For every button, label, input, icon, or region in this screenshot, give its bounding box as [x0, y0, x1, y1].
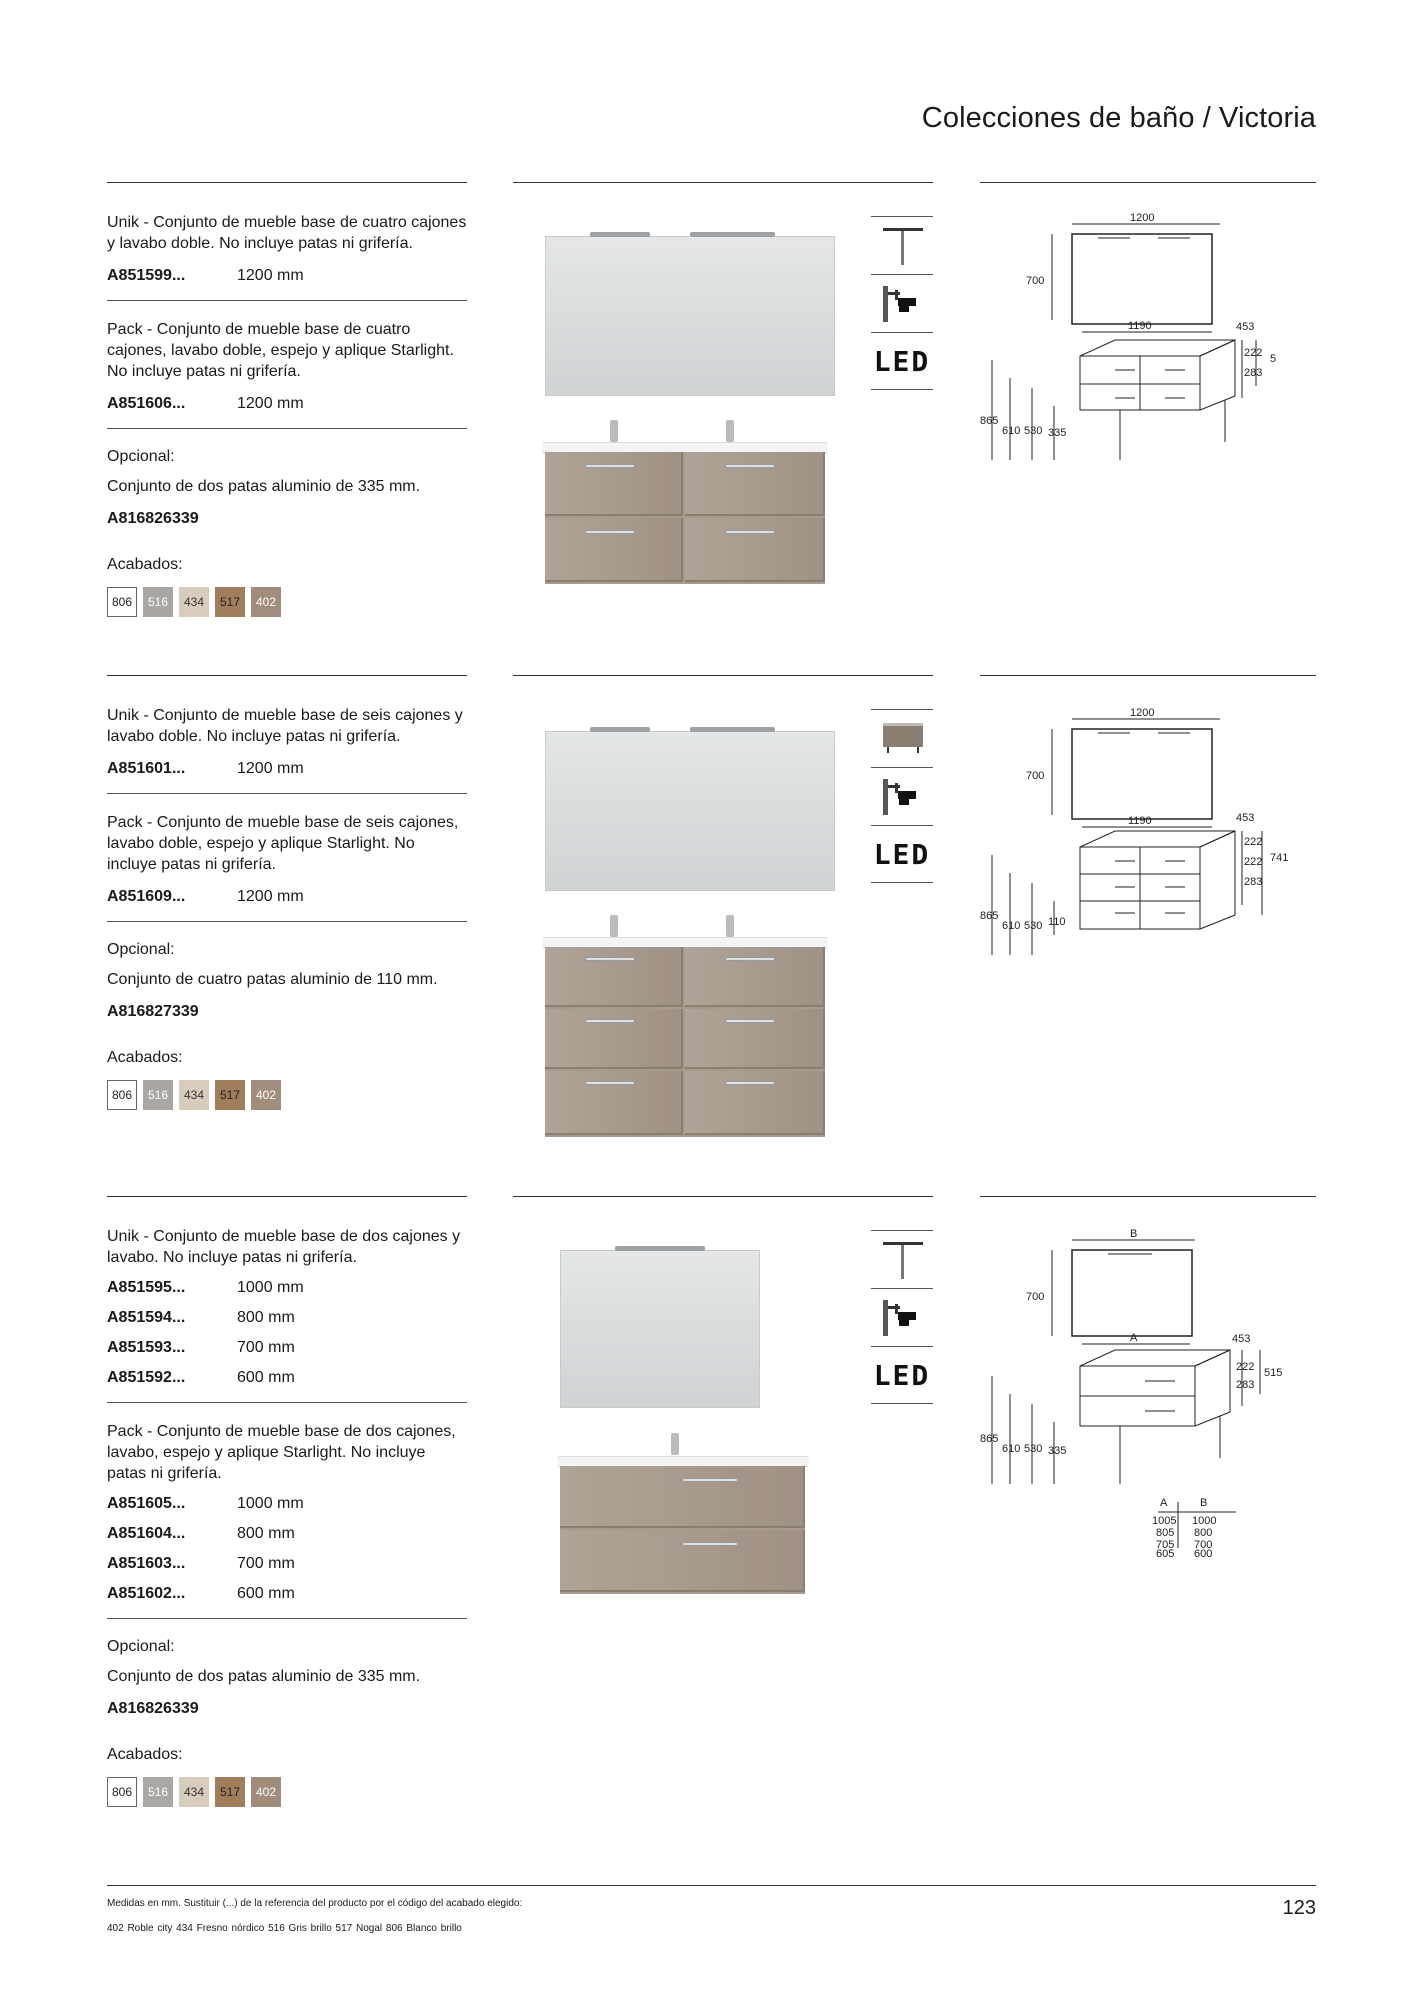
size-table-head-a: A: [1160, 1497, 1168, 1509]
ref-dimension: 700 mm: [237, 1339, 295, 1356]
footer-note: Medidas en mm. Sustituir (...) de la referencia del producto por el código del acabado elegido:: [107, 1898, 523, 1909]
finish-swatch: 402: [251, 587, 281, 617]
dimension-depth: 453: [1236, 321, 1255, 333]
ref-dimension: 1000 mm: [237, 1279, 304, 1296]
handle: [725, 1081, 775, 1085]
feature-icons: [871, 1230, 933, 1404]
drawer: [685, 518, 825, 582]
finishes-label: Acabados:: [107, 556, 183, 573]
ref-dimension: 1200 mm: [237, 267, 304, 284]
drawer: [545, 1009, 683, 1069]
handle: [585, 957, 635, 961]
optional-label: Opcional:: [107, 941, 175, 958]
basin: [543, 442, 827, 452]
handle: [682, 1542, 738, 1546]
dimension-right: 283: [1244, 367, 1263, 379]
led-icon: [871, 332, 933, 390]
feature-icons: [871, 709, 933, 883]
tap-icon: [671, 1433, 679, 1455]
divider: [513, 1196, 933, 1197]
dimension-top-width: 1200: [1130, 707, 1155, 719]
finish-swatch: 806: [107, 587, 137, 617]
tap-icon: [726, 915, 734, 937]
divider: [107, 1196, 467, 1197]
dimension-left: 865: [980, 1433, 999, 1445]
optional-description: Conjunto de dos patas aluminio de 335 mm.: [107, 1668, 421, 1685]
handle: [725, 957, 775, 961]
ref-code: A851604...: [107, 1525, 186, 1542]
ref-dimension: 1200 mm: [237, 888, 304, 905]
basin: [558, 1456, 808, 1466]
optional-label: Opcional:: [107, 1638, 175, 1655]
dimension-right: 5: [1270, 353, 1277, 365]
led-icon: [871, 1346, 933, 1404]
dimension-mirror-height: 700: [1026, 770, 1045, 782]
dimension-base-width: 1190: [1128, 815, 1152, 827]
drawer: [545, 947, 683, 1007]
ref-dimension: 1000 mm: [237, 1495, 304, 1512]
optional-label: Opcional:: [107, 448, 175, 465]
finish-swatch: 402: [251, 1080, 281, 1110]
divider: [980, 675, 1316, 676]
led-label: LED: [873, 1358, 931, 1392]
finish-swatch: 516: [143, 1777, 173, 1807]
dimension-left: 610: [1002, 425, 1021, 437]
product-photo-four-drawers: [540, 230, 840, 590]
ref-dimension: 800 mm: [237, 1525, 295, 1542]
dimension-top-width: 1200: [1130, 212, 1155, 224]
optional-ref: A816827339: [107, 1003, 199, 1020]
dimension-base-width: 1190: [1128, 320, 1152, 332]
ref-row: [107, 1584, 467, 1604]
product-text-2: [107, 687, 467, 1110]
finish-swatches: [107, 1777, 467, 1807]
size-table-cell: 705: [1156, 1539, 1175, 1551]
divider: [107, 675, 467, 676]
dimension-right: 283: [1236, 1379, 1255, 1391]
pack-description: Pack - Conjunto de mueble base de dos cajones, lavabo, espejo y aplique Starlight. No incluye patas ni grifería.: [107, 1423, 456, 1482]
led-icon: [871, 825, 933, 883]
cabinet: [560, 1466, 805, 1594]
dimension-right: 222: [1244, 347, 1263, 359]
ref-code: A851599...: [107, 267, 186, 284]
ref-code: A851593...: [107, 1339, 186, 1356]
ref-code: A851592...: [107, 1369, 186, 1386]
finish-swatches: [107, 587, 467, 617]
dimension-left: 530: [1024, 1443, 1043, 1455]
finish-swatch: 434: [179, 1080, 209, 1110]
drawer: [685, 452, 825, 516]
ref-row: [107, 1338, 467, 1358]
drawer: [560, 1466, 805, 1528]
drawer: [545, 452, 683, 516]
size-table-cell: 1005: [1152, 1515, 1177, 1527]
finish-legend: 402 Roble city 434 Fresno nórdico 516 Gris brillo 517 Nogal 806 Blanco brillo: [107, 1923, 462, 1934]
led-label: LED: [873, 344, 931, 378]
page-title: Colecciones de baño / Victoria: [921, 102, 1316, 134]
optional-description: Conjunto de cuatro patas aluminio de 110 mm.: [107, 971, 438, 988]
dimension-mirror-height: 700: [1026, 1291, 1045, 1303]
lamp-icon: [590, 232, 650, 237]
size-table-cell: 1000: [1192, 1515, 1217, 1527]
lamp-icon: [615, 1246, 705, 1251]
handle: [682, 1478, 738, 1482]
ref-row: [107, 1524, 467, 1544]
dimension-depth: 453: [1236, 812, 1255, 824]
ref-row: [107, 394, 467, 414]
ref-code: A851609...: [107, 888, 186, 905]
finish-swatches: [107, 1080, 467, 1110]
ref-row: [107, 759, 467, 779]
handle: [725, 530, 775, 534]
ref-row: [107, 887, 467, 907]
drawer: [560, 1530, 805, 1592]
size-table-head-b: B: [1200, 1497, 1208, 1509]
dimension-left: 530: [1024, 425, 1043, 437]
wall-mount-icon: [871, 274, 933, 332]
ref-code: A851606...: [107, 395, 186, 412]
ref-code: A851605...: [107, 1495, 186, 1512]
ref-dimension: 1200 mm: [237, 395, 304, 412]
ref-code: A851603...: [107, 1555, 186, 1572]
lamp-icon: [690, 727, 775, 732]
product-photo-two-drawers: [555, 1238, 815, 1598]
handle: [585, 530, 635, 534]
finish-swatch: 434: [179, 1777, 209, 1807]
finish-swatch: 516: [143, 587, 173, 617]
wall-mount-icon: [871, 767, 933, 825]
handle: [585, 1019, 635, 1023]
size-table-cell: 700: [1194, 1539, 1213, 1551]
dimension-right: 515: [1264, 1367, 1283, 1379]
technical-drawing-2: [980, 705, 1316, 985]
ref-row: [107, 1368, 467, 1388]
mirror: [545, 236, 835, 396]
handle: [725, 1019, 775, 1023]
drawer: [545, 1071, 683, 1135]
size-table-last-row: [1156, 1548, 1236, 1560]
dimension-left: 335: [1048, 1445, 1067, 1457]
handle: [585, 464, 635, 468]
dimension-right: 222: [1244, 856, 1263, 868]
technical-drawing-1: [980, 210, 1316, 490]
ref-dimension: 700 mm: [237, 1555, 295, 1572]
ref-code: A851601...: [107, 760, 186, 777]
dimension-right: 222: [1244, 836, 1263, 848]
product-photo-six-drawers: [540, 725, 840, 1145]
divider: [980, 1196, 1316, 1197]
lamp-icon: [690, 232, 775, 237]
finish-swatch: 517: [215, 587, 245, 617]
finish-swatch: 516: [143, 1080, 173, 1110]
tap-icon: [610, 915, 618, 937]
divider: [513, 182, 933, 183]
ref-code: A851594...: [107, 1309, 186, 1326]
finishes-label: Acabados:: [107, 1746, 183, 1763]
finish-swatch: 806: [107, 1777, 137, 1807]
finish-swatch: 517: [215, 1777, 245, 1807]
dimension-right: 283: [1244, 876, 1263, 888]
footer-divider: [107, 1885, 1316, 1886]
ref-row: [107, 266, 467, 286]
dimension-left: 530: [1024, 920, 1043, 932]
feature-icons: [871, 216, 933, 390]
dimension-right: 741: [1270, 852, 1289, 864]
lamp-icon: [590, 727, 650, 732]
leg-icon: [871, 216, 933, 274]
dimension-base-width: A: [1130, 1332, 1138, 1344]
drawer: [685, 1071, 825, 1135]
finish-swatch: 434: [179, 587, 209, 617]
finish-swatch: 402: [251, 1777, 281, 1807]
ref-code: A851602...: [107, 1585, 186, 1602]
dimension-left: 865: [980, 910, 999, 922]
ref-dimension: 800 mm: [237, 1309, 295, 1326]
ref-dimension: 600 mm: [237, 1585, 295, 1602]
mirror: [545, 731, 835, 891]
pack-description: Pack - Conjunto de mueble base de cuatro cajones, lavabo doble, espejo y aplique Starlight. No incluye patas ni grifería.: [107, 321, 454, 380]
unik-description: Unik - Conjunto de mueble base de cuatro cajones y lavabo doble. No incluye patas ni grifería.: [107, 214, 467, 252]
ref-dimension: 1200 mm: [237, 760, 304, 777]
dimension-left: 335: [1048, 427, 1067, 439]
optional-description: Conjunto de dos patas aluminio de 335 mm.: [107, 478, 421, 495]
unik-description: Unik - Conjunto de mueble base de seis cajones y lavabo doble. No incluye patas ni grifería.: [107, 707, 463, 745]
wall-mount-icon: [871, 1288, 933, 1346]
product-text-1: [107, 194, 467, 617]
product-text-3: [107, 1208, 467, 1807]
tap-icon: [610, 420, 618, 442]
ref-row: [107, 1278, 467, 1298]
ref-code: A851595...: [107, 1279, 186, 1296]
ref-row: [107, 1308, 467, 1328]
tap-icon: [726, 420, 734, 442]
cabinet-icon: [871, 709, 933, 767]
optional-ref: A816826339: [107, 1700, 199, 1717]
ref-row: [107, 1494, 467, 1514]
page-number: 123: [1282, 1897, 1316, 1919]
ref-dimension: 600 mm: [237, 1369, 295, 1386]
size-table-cell: 605: [1156, 1548, 1175, 1560]
dimension-left: 865: [980, 415, 999, 427]
finish-swatch: 517: [215, 1080, 245, 1110]
mirror: [560, 1250, 760, 1408]
pack-description: Pack - Conjunto de mueble base de seis cajones, lavabo doble, espejo y aplique Starlight. No incluye patas ni grifería.: [107, 814, 459, 873]
divider: [513, 675, 933, 676]
divider: [980, 182, 1316, 183]
led-label: LED: [873, 837, 931, 871]
leg-icon: [871, 1230, 933, 1288]
ref-row: [107, 1554, 467, 1574]
dimension-mirror-height: 700: [1026, 275, 1045, 287]
drawer: [685, 947, 825, 1007]
drawer: [685, 1009, 825, 1069]
dimension-top-width: B: [1130, 1228, 1138, 1240]
handle: [725, 464, 775, 468]
dimension-left: 610: [1002, 1443, 1021, 1455]
technical-drawing-3: [980, 1226, 1316, 1560]
divider: [107, 182, 467, 183]
finishes-label: Acabados:: [107, 1049, 183, 1066]
dimension-left: 110: [1048, 916, 1066, 928]
cabinet: [545, 452, 825, 584]
unik-description: Unik - Conjunto de mueble base de dos cajones y lavabo. No incluye patas ni grifería.: [107, 1228, 461, 1266]
dimension-depth: 453: [1232, 1333, 1251, 1345]
size-table-cell: 600: [1194, 1548, 1213, 1560]
drawer: [545, 518, 683, 582]
handle: [585, 1081, 635, 1085]
optional-ref: A816826339: [107, 510, 199, 527]
basin: [543, 937, 827, 947]
size-table-cell: 800: [1194, 1527, 1213, 1539]
dimension-left: 610: [1002, 920, 1021, 932]
finish-swatch: 806: [107, 1080, 137, 1110]
dimension-right: 222: [1236, 1361, 1255, 1373]
cabinet: [545, 947, 825, 1137]
size-table-cell: 805: [1156, 1527, 1175, 1539]
